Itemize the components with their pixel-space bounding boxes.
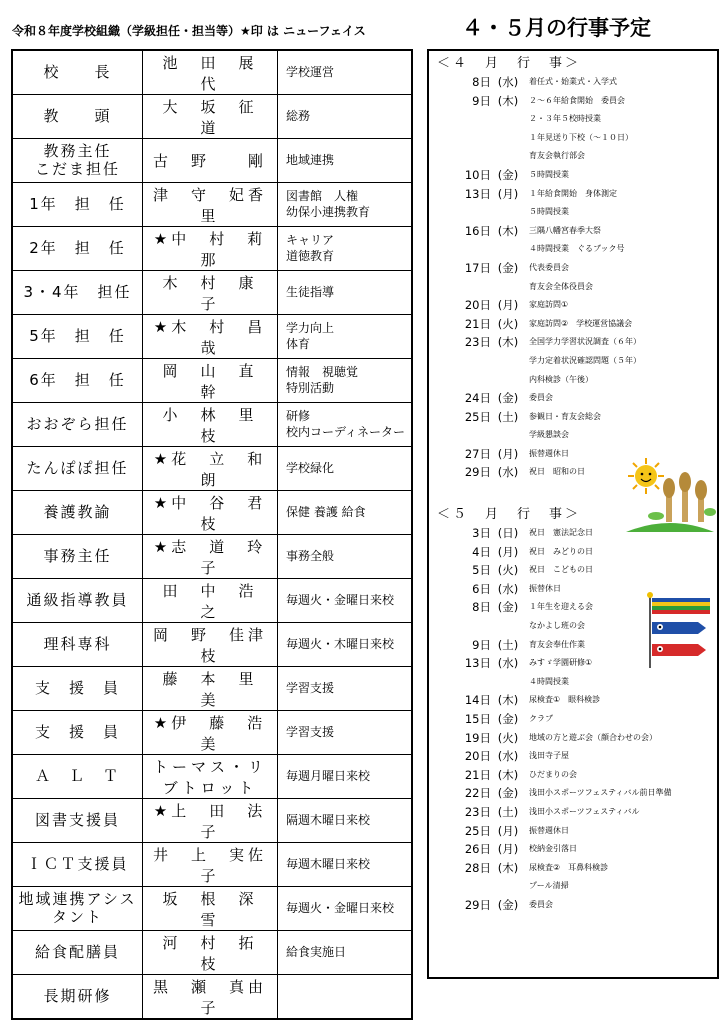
staff-duty: 給食実施日 xyxy=(286,944,347,959)
staff-row xyxy=(13,447,411,491)
april-title: ＜４ 月 行 事＞ xyxy=(437,56,582,71)
staff-row xyxy=(13,95,411,139)
event-text: 浅田小スポーツフェスティバル前日準備 xyxy=(529,788,672,798)
event-text: 育友会執行部会 xyxy=(529,151,585,161)
staff-duty: 情報 視聴覚 特別活動 xyxy=(286,364,359,395)
event-item xyxy=(437,296,713,315)
event-date: 19日 xyxy=(464,730,491,745)
staff-role: 図書支援員 xyxy=(13,799,143,842)
event-date: 9日 xyxy=(472,637,491,652)
red-carp-icon xyxy=(652,644,706,656)
event-text: ２・３年５校時授業 xyxy=(529,114,601,124)
staff-name: 井 上 実佐子 xyxy=(143,843,278,886)
event-weekday: (金) xyxy=(497,786,519,801)
event-item xyxy=(437,710,713,729)
event-date: 29日 xyxy=(464,465,491,480)
sun-icon xyxy=(628,458,664,494)
staff-duty: 図書館 人権 幼保小連携教育 xyxy=(286,188,371,219)
koinobori-illustration xyxy=(646,592,712,668)
event-weekday: (木) xyxy=(497,93,519,108)
event-text: 委員会 xyxy=(529,899,553,909)
event-text: 着任式・始業式・入学式 xyxy=(529,77,617,86)
event-item xyxy=(437,259,713,278)
event-weekday: (木) xyxy=(497,860,519,875)
event-text: みすゞ学園研修① xyxy=(529,658,593,668)
event-text: 代表委員会 xyxy=(529,262,569,272)
event-item xyxy=(437,561,713,580)
event-item xyxy=(437,822,713,841)
staff-name: ★伊 藤 浩 美 xyxy=(143,711,278,754)
staff-name: 小 林 里 枝 xyxy=(143,403,278,446)
staff-name: ★中 谷 君 枝 xyxy=(143,491,278,534)
event-weekday: (木) xyxy=(497,223,519,238)
event-weekday: (月) xyxy=(497,446,519,461)
staff-duty: 研修 校内コーディネーター xyxy=(286,408,406,439)
event-text: ４時間授業 ぐるブック号 xyxy=(529,244,625,254)
event-weekday xyxy=(491,278,525,297)
staff-name: ★木 村 昌 哉 xyxy=(143,315,278,358)
event-text: 振替週休日 xyxy=(529,448,569,458)
staff-name: 池 田 展 代 xyxy=(143,51,278,94)
event-item xyxy=(437,129,713,148)
event-weekday: (水) xyxy=(497,749,519,764)
staff-duty: 毎週火・金曜日来校 xyxy=(286,592,395,607)
event-item xyxy=(437,389,713,408)
event-text: 振替休日 xyxy=(529,583,561,593)
staff-duty: 生徒指導 xyxy=(286,284,335,299)
event-weekday: (月) xyxy=(497,823,519,838)
event-date: 25日 xyxy=(464,823,491,838)
event-weekday xyxy=(491,240,525,259)
staff-name: 藤 本 里 美 xyxy=(143,667,278,710)
staff-duty xyxy=(278,975,411,1018)
event-date: 8日 xyxy=(472,600,491,615)
staff-duty: 保健 養護 給食 xyxy=(286,504,366,519)
event-weekday: (金) xyxy=(497,167,519,182)
event-date xyxy=(437,371,491,390)
event-text: １年給食開始 身体測定 xyxy=(529,188,617,198)
event-item xyxy=(437,729,713,748)
event-item xyxy=(437,803,713,822)
event-item xyxy=(437,877,713,896)
staff-name: 津 守 妃香里 xyxy=(143,183,278,226)
event-weekday: (金) xyxy=(497,391,519,406)
staff-row xyxy=(13,227,411,271)
staff-row xyxy=(13,623,411,667)
event-date: 23日 xyxy=(464,804,491,819)
staff-duty: 学習支援 xyxy=(286,680,335,695)
event-date: 22日 xyxy=(464,786,491,801)
event-date: 26日 xyxy=(464,842,491,857)
event-text: 祝日 憲法記念日 xyxy=(529,528,593,538)
staff-row xyxy=(13,359,411,403)
event-date: 29日 xyxy=(464,897,491,912)
staff-role: おおぞら担任 xyxy=(13,403,143,446)
staff-row xyxy=(13,535,411,579)
event-text: 育友会全体役員会 xyxy=(529,281,593,291)
staff-role: 養護教諭 xyxy=(13,491,143,534)
staff-row xyxy=(13,887,411,931)
staff-role: 長期研修 xyxy=(13,975,143,1018)
event-weekday: (月) xyxy=(497,842,519,857)
staff-row xyxy=(13,711,411,755)
event-item xyxy=(437,784,713,803)
event-text: 委員会 xyxy=(529,393,553,403)
event-item xyxy=(437,747,713,766)
event-item xyxy=(437,185,713,204)
event-text: 校納金引落日 xyxy=(529,844,577,854)
staff-role: 校 長 xyxy=(13,51,143,94)
staff-role: 通級指導教員 xyxy=(13,579,143,622)
event-text: ４時間授業 xyxy=(529,676,569,686)
event-item xyxy=(437,426,713,445)
event-date xyxy=(437,203,491,222)
staff-name: 田 中 浩 之 xyxy=(143,579,278,622)
event-weekday: (日) xyxy=(497,526,519,541)
event-weekday xyxy=(491,147,525,166)
event-text: 尿検査① 眼科検診 xyxy=(529,695,601,705)
event-date: 20日 xyxy=(464,749,491,764)
staff-name: 岡 山 直 幹 xyxy=(143,359,278,402)
event-weekday: (水) xyxy=(497,465,519,480)
event-text: 学力定着状況確認問題（５年） xyxy=(529,355,641,365)
event-date xyxy=(437,147,491,166)
event-weekday: (金) xyxy=(497,897,519,912)
event-weekday xyxy=(491,203,525,222)
staff-role: 3・4年 担任 xyxy=(13,271,143,314)
event-date xyxy=(437,617,491,636)
event-date: 24日 xyxy=(464,391,491,406)
staff-role: Ａ Ｌ Ｔ xyxy=(13,755,143,798)
event-text: 浅田寺子屋 xyxy=(529,751,569,761)
event-text: 浅田小スポーツフェスティバル xyxy=(529,806,640,816)
staff-duty: 学校運営 xyxy=(286,64,335,79)
event-weekday xyxy=(491,371,525,390)
staff-role: 事務主任 xyxy=(13,535,143,578)
event-date xyxy=(437,426,491,445)
event-weekday xyxy=(491,352,525,371)
sun-flower-illustration xyxy=(626,456,714,532)
event-weekday xyxy=(491,129,525,148)
event-text: 全国学力学習状況調査（６年） xyxy=(529,337,641,347)
staff-row xyxy=(13,271,411,315)
event-date: 23日 xyxy=(464,335,491,350)
event-item xyxy=(437,166,713,185)
event-item xyxy=(437,147,713,166)
staff-name: 古 野 剛 xyxy=(143,139,278,182)
event-item xyxy=(437,691,713,710)
staff-duty: 学校緑化 xyxy=(286,460,335,475)
staff-role: 理科専科 xyxy=(13,623,143,666)
staff-role: 6年 担 任 xyxy=(13,359,143,402)
staff-role: 地域連携アシスタント xyxy=(13,887,143,930)
staff-role: ＩＣＴ支援員 xyxy=(13,843,143,886)
event-text: 祝日 昭和の日 xyxy=(529,467,585,477)
event-text: 参観日・育友会総会 xyxy=(529,411,601,421)
event-date: 8日 xyxy=(472,75,491,89)
event-text: クラブ xyxy=(529,714,553,723)
event-weekday: (水) xyxy=(497,581,519,596)
event-item xyxy=(437,896,713,915)
event-weekday: (土) xyxy=(497,804,519,819)
event-date: 10日 xyxy=(464,167,491,182)
staff-row xyxy=(13,755,411,799)
event-text: 家庭訪問② 学校運営協議会 xyxy=(529,318,633,328)
event-text: ひだまりの会 xyxy=(529,769,577,779)
event-item xyxy=(437,352,713,371)
staff-row xyxy=(13,51,411,95)
may-title: ＜５ 月 行 事＞ xyxy=(437,507,582,523)
event-date xyxy=(437,240,491,259)
staff-row xyxy=(13,579,411,623)
event-text: １年生を迎える会 xyxy=(529,602,593,612)
event-weekday: (木) xyxy=(497,767,519,782)
event-weekday: (月) xyxy=(497,544,519,559)
staff-name: 黒 瀬 真由子 xyxy=(143,975,278,1018)
event-date: 25日 xyxy=(464,409,491,424)
staff-duty: 隔週木曜日来校 xyxy=(286,812,371,827)
event-date xyxy=(437,352,491,371)
event-weekday: (火) xyxy=(497,730,519,745)
event-item xyxy=(437,73,713,92)
event-weekday xyxy=(491,426,525,445)
event-item xyxy=(437,240,713,259)
event-item xyxy=(437,371,713,390)
event-text: ５時間授業 xyxy=(529,207,569,217)
event-weekday: (月) xyxy=(497,186,519,201)
event-text: 内科検診（午後） xyxy=(529,374,593,384)
staff-role: 支 援 員 xyxy=(13,667,143,710)
event-item xyxy=(437,408,713,427)
event-date xyxy=(437,673,491,692)
event-date xyxy=(437,877,491,896)
event-date: 4日 xyxy=(472,544,491,559)
staff-role: 教務主任 こだま担任 xyxy=(13,139,143,182)
event-date: 16日 xyxy=(464,223,491,238)
event-item xyxy=(437,543,713,562)
event-weekday: (金) xyxy=(497,712,519,726)
staff-name: 坂 根 深 雪 xyxy=(143,887,278,930)
event-item xyxy=(437,92,713,111)
event-text: 尿検査② 耳鼻科検診 xyxy=(529,862,609,872)
event-text: なかよし班の会 xyxy=(529,621,585,631)
event-weekday: (木) xyxy=(497,335,519,350)
event-weekday: (金) xyxy=(497,600,519,615)
event-weekday: (金) xyxy=(497,260,519,275)
event-date: 21日 xyxy=(464,767,491,782)
staff-duty: 毎週木曜日来校 xyxy=(286,856,371,871)
staff-name: トーマス・リブトロット xyxy=(143,755,278,798)
event-text: 祝日 みどりの日 xyxy=(529,546,593,556)
event-item xyxy=(437,766,713,785)
staff-duty: 毎週火・木曜日来校 xyxy=(286,636,395,651)
staff-table xyxy=(11,49,413,1020)
event-text: 家庭訪問① xyxy=(529,300,569,310)
staff-row xyxy=(13,931,411,975)
staff-name: 岡 野 佳津枝 xyxy=(143,623,278,666)
staff-row xyxy=(13,139,411,183)
event-weekday: (月) xyxy=(497,298,519,313)
event-text: 地域の方と遊ぶ会（顔合わせの会） xyxy=(529,732,657,742)
staff-name: ★花 立 和 朗 xyxy=(143,447,278,490)
staff-row xyxy=(13,491,411,535)
event-weekday: (火) xyxy=(497,316,519,331)
april-events xyxy=(437,73,713,482)
staff-duty: 学習支援 xyxy=(286,724,335,739)
staff-role: たんぽぽ担任 xyxy=(13,447,143,490)
staff-role: 支 援 員 xyxy=(13,711,143,754)
event-item xyxy=(437,203,713,222)
event-weekday: (水) xyxy=(497,656,519,671)
staff-role: 1年 担 任 xyxy=(13,183,143,226)
may-events xyxy=(437,524,713,914)
staff-duty: 地域連携 xyxy=(286,152,335,167)
staff-name: 木 村 康 子 xyxy=(143,271,278,314)
event-date: 3日 xyxy=(472,526,491,541)
staff-name: 河 村 拓 枝 xyxy=(143,931,278,974)
staff-duty: キャリア 道徳教育 xyxy=(286,232,335,263)
event-item xyxy=(437,222,713,241)
staff-role: 給食配膳員 xyxy=(13,931,143,974)
event-date: 28日 xyxy=(464,860,491,875)
event-weekday xyxy=(491,110,525,129)
event-text: ５時間授業 xyxy=(529,169,569,179)
event-date: 27日 xyxy=(464,446,491,461)
event-date xyxy=(437,129,491,148)
event-weekday xyxy=(491,877,525,896)
event-text: １年見送り下校（～１０日） xyxy=(529,132,633,142)
staff-row xyxy=(13,403,411,447)
event-text: 三隅八幡宮春季大祭 xyxy=(529,225,601,235)
streamer-icon xyxy=(652,598,710,614)
staff-role: 教 頭 xyxy=(13,95,143,138)
event-weekday: (水) xyxy=(497,75,519,89)
event-date: 14日 xyxy=(464,693,491,708)
staff-name: ★中 村 莉 那 xyxy=(143,227,278,270)
staff-row xyxy=(13,315,411,359)
event-text: 学級懇談会 xyxy=(529,430,569,440)
event-date: 15日 xyxy=(464,712,491,726)
event-item xyxy=(437,110,713,129)
event-date: 21日 xyxy=(464,316,491,331)
event-text: ２～６年給食開始 委員会 xyxy=(529,95,625,105)
event-date: 6日 xyxy=(472,581,491,596)
staff-duty: 学力向上 体育 xyxy=(286,320,335,351)
event-date xyxy=(437,278,491,297)
staff-duty: 総務 xyxy=(286,108,311,123)
event-weekday: (木) xyxy=(497,693,519,708)
event-weekday: (土) xyxy=(497,637,519,652)
event-date: 20日 xyxy=(464,298,491,313)
staff-row xyxy=(13,799,411,843)
event-date: 13日 xyxy=(464,186,491,201)
blue-carp-icon xyxy=(652,622,706,634)
staff-role: 2年 担 任 xyxy=(13,227,143,270)
organization-title: 令和８年度学校組織（学級担任・担当等）★印 は ニューフェイス xyxy=(12,24,366,38)
event-date xyxy=(437,110,491,129)
event-date: 9日 xyxy=(472,93,491,108)
event-date: 13日 xyxy=(464,656,491,671)
staff-name: 大 坂 征 道 xyxy=(143,95,278,138)
event-item xyxy=(437,673,713,692)
event-weekday xyxy=(491,617,525,636)
staff-row xyxy=(13,975,411,1018)
staff-duty: 事務全般 xyxy=(286,548,335,563)
staff-role: 5年 担 任 xyxy=(13,315,143,358)
event-item xyxy=(437,278,713,297)
staff-name: ★上 田 法 子 xyxy=(143,799,278,842)
staff-row xyxy=(13,667,411,711)
event-item xyxy=(437,315,713,334)
event-weekday xyxy=(491,673,525,692)
event-item xyxy=(437,840,713,859)
staff-name: ★志 道 玲 子 xyxy=(143,535,278,578)
event-date: 5日 xyxy=(472,563,491,578)
staff-row xyxy=(13,843,411,887)
event-weekday: (火) xyxy=(497,563,519,578)
event-text: プール清掃 xyxy=(529,881,569,891)
staff-duty: 毎週火・金曜日来校 xyxy=(286,900,395,915)
event-item xyxy=(437,333,713,352)
event-text: 振替週休日 xyxy=(529,825,569,835)
staff-row xyxy=(13,183,411,227)
schedule-title: ４・５月の行事予定 xyxy=(462,16,651,40)
event-text: 祝日 こどもの日 xyxy=(529,565,593,575)
event-weekday: (土) xyxy=(497,409,519,424)
event-date: 17日 xyxy=(464,260,491,275)
staff-duty: 毎週月曜日来校 xyxy=(286,768,371,783)
event-item xyxy=(437,859,713,878)
event-text: 育友会奉仕作業 xyxy=(529,639,585,649)
